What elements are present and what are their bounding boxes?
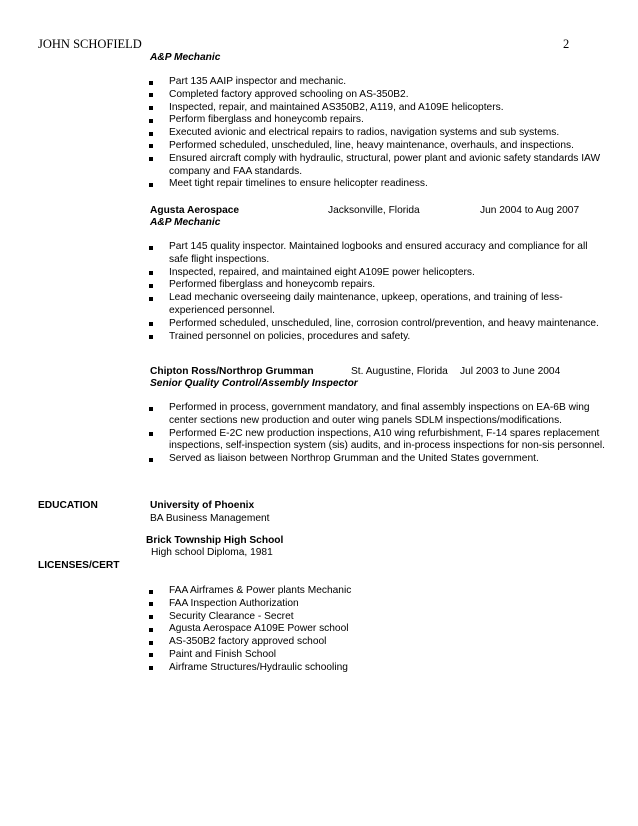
bullet-text: Performed scheduled, unscheduled, line, corrosion control/prevention, and heavy maintenance.	[169, 317, 599, 329]
bullet-item	[146, 428, 606, 454]
bullet-item	[146, 611, 606, 624]
bullet-item	[146, 598, 606, 611]
bullet-item	[146, 318, 606, 331]
job3-dates: Jul 2003 to June 2004	[460, 366, 561, 377]
bullet-item	[146, 127, 606, 140]
bullet-text: Part 145 quality inspector. Maintained logbooks and ensured accuracy and compliance for all safe flight inspections.	[169, 241, 588, 265]
bullet-text: Perform fiberglass and honeycomb repairs.	[169, 114, 364, 126]
bullet-text: Agusta Aerospace A109E Power school	[169, 623, 349, 635]
job3-company: Chipton Ross/Northrop Grumman	[150, 366, 314, 377]
bullet-square-icon	[149, 106, 153, 110]
bullet-item	[146, 140, 606, 153]
bullet-square-icon	[149, 628, 153, 632]
bullet-text: Completed factory approved schooling on AS-350B2.	[169, 88, 409, 100]
job3-bullets	[146, 402, 606, 466]
bullet-square-icon	[149, 407, 153, 411]
bullet-item	[146, 292, 606, 318]
bullet-square-icon	[149, 246, 153, 250]
bullet-text: Inspected, repair, and maintained AS350B2, A119, and A109E helicopters.	[169, 101, 504, 113]
bullet-item	[146, 102, 606, 115]
bullet-text: Security Clearance - Secret	[169, 610, 294, 622]
bullet-text: Part 135 AAIP inspector and mechanic.	[169, 76, 347, 87]
bullet-text: Ensured aircraft comply with hydraulic, structural, power plant and avionic safety standards IAW company and FAA standards.	[169, 152, 601, 177]
education-school-2: Brick Township High School	[146, 535, 284, 546]
bullet-text: Performed E-2C new production inspections, A10 wing refurbishment, F-14 spares replacement inspections, self-inspection system (sis) audits, and in-process inspections for non-sis personnel.	[169, 427, 605, 452]
bullet-item	[146, 89, 606, 102]
bullet-square-icon	[149, 297, 153, 301]
bullet-item	[146, 76, 606, 89]
job3-title: Senior Quality Control/Assembly Inspector	[150, 378, 358, 389]
bullet-text: Trained personnel on policies, procedures and safety.	[169, 330, 411, 342]
bullet-square-icon	[149, 666, 153, 670]
bullet-square-icon	[149, 458, 153, 462]
bullet-square-icon	[149, 284, 153, 288]
bullet-text: Performed in process, government mandatory, and final assembly inspections on EA-6B wing center sections new production and outer wing panels SDLM inspections/modifications.	[169, 402, 590, 426]
bullet-square-icon	[149, 93, 153, 97]
education-degree-2: High school Diploma, 1981	[151, 547, 273, 558]
job1-title: A&P Mechanic	[150, 52, 221, 63]
job2-bullets	[146, 241, 606, 343]
bullet-square-icon	[149, 653, 153, 657]
bullet-text: FAA Airframes & Power plants Mechanic	[169, 585, 352, 596]
bullet-text: Paint and Finish School	[169, 648, 277, 660]
bullet-text: FAA Inspection Authorization	[169, 597, 299, 609]
bullet-item	[146, 279, 606, 292]
bullet-text: Lead mechanic overseeing daily maintenance, upkeep, operations, and training of less-experienced personnel.	[169, 292, 563, 316]
bullet-item	[146, 585, 606, 598]
education-school-1: University of Phoenix	[150, 500, 255, 511]
bullet-square-icon	[149, 119, 153, 123]
job2-company: Agusta Aerospace	[150, 205, 240, 216]
bullet-square-icon	[149, 641, 153, 645]
bullet-square-icon	[149, 132, 153, 136]
bullet-square-icon	[149, 183, 153, 187]
bullet-text: Executed avionic and electrical repairs to radios, navigation systems and sub systems.	[169, 127, 560, 139]
licenses-heading: LICENSES/CERT	[38, 560, 120, 571]
bullet-item	[146, 662, 606, 675]
bullet-item	[146, 331, 606, 344]
bullet-item	[146, 402, 606, 428]
bullet-text: AS-350B2 factory approved school	[169, 636, 327, 648]
job3-location: St. Augustine, Florida	[351, 366, 448, 377]
bullet-item	[146, 623, 606, 636]
page-number: 2	[563, 37, 570, 51]
bullet-text: Performed scheduled, unscheduled, line, heavy maintenance, overhauls, and inspections.	[169, 139, 574, 151]
job2-title: A&P Mechanic	[150, 217, 221, 228]
bullet-item	[146, 241, 606, 267]
header-name: JOHN SCHOFIELD	[38, 37, 142, 51]
bullet-text: Airframe Structures/Hydraulic schooling	[169, 661, 348, 673]
bullet-square-icon	[149, 144, 153, 148]
bullet-item	[146, 267, 606, 280]
bullet-item	[146, 178, 606, 191]
bullet-square-icon	[149, 322, 153, 326]
job1-bullets	[146, 76, 606, 191]
bullet-square-icon	[149, 590, 153, 594]
bullet-square-icon	[149, 157, 153, 161]
bullet-item	[146, 153, 606, 179]
licenses-bullets	[146, 585, 606, 675]
bullet-square-icon	[149, 81, 153, 85]
bullet-item	[146, 649, 606, 662]
bullet-item	[146, 453, 606, 466]
bullet-square-icon	[149, 271, 153, 275]
bullet-text: Inspected, repaired, and maintained eight A109E power helicopters.	[169, 266, 475, 278]
job2-location: Jacksonville, Florida	[328, 205, 420, 216]
bullet-item	[146, 114, 606, 127]
education-degree-1: BA Business Management	[150, 513, 270, 524]
bullet-square-icon	[149, 602, 153, 606]
bullet-text: Performed fiberglass and honeycomb repairs.	[169, 279, 376, 291]
bullet-text: Meet tight repair timelines to ensure helicopter readiness.	[169, 178, 428, 190]
bullet-square-icon	[149, 432, 153, 436]
bullet-item	[146, 636, 606, 649]
bullet-square-icon	[149, 335, 153, 339]
job2-dates: Jun 2004 to Aug 2007	[480, 205, 580, 216]
bullet-text: Served as liaison between Northrop Grumman and the United States government.	[169, 453, 539, 465]
education-heading: EDUCATION	[38, 500, 98, 511]
bullet-square-icon	[149, 615, 153, 619]
